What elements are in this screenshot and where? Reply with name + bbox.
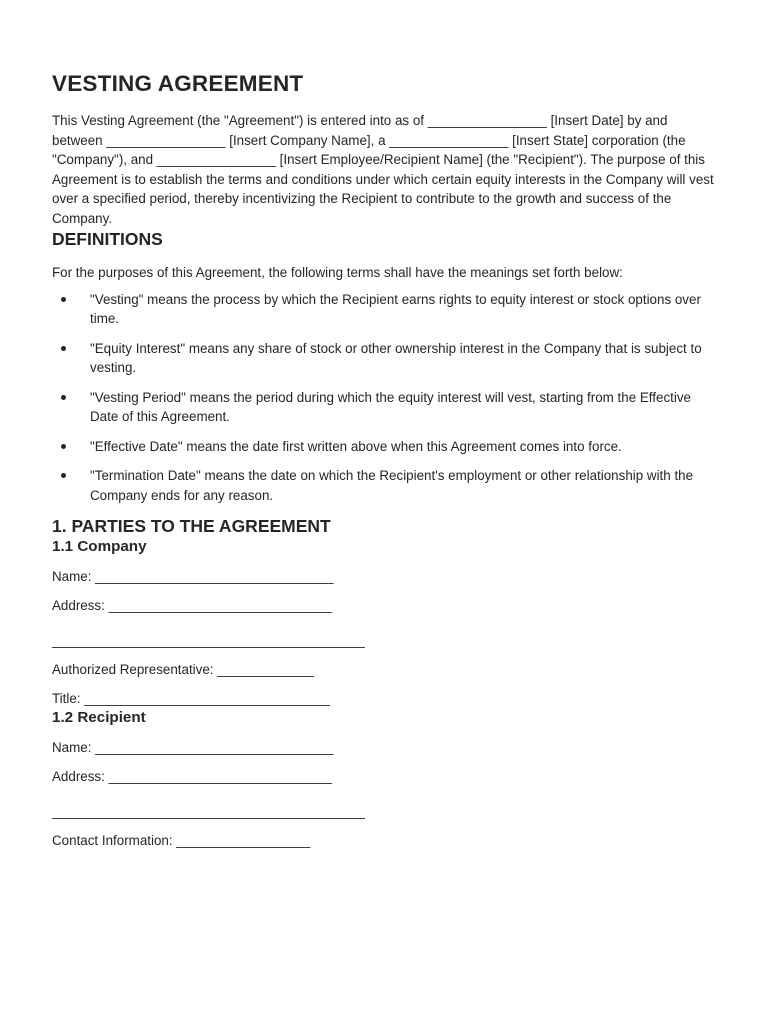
bullet-icon <box>61 346 66 351</box>
definition-text: "Vesting" means the process by which the Recipient earns rights to equity interest or stock options over time. <box>90 291 701 326</box>
list-item <box>52 339 720 378</box>
list-item <box>52 437 720 457</box>
definitions-intro: For the purposes of this Agreement, the following terms shall have the meanings set forth below: <box>52 265 623 280</box>
recipient-contact-field[interactable]: Contact Information: __________________ <box>52 833 311 848</box>
recipient-subheading: 1.2 Recipient <box>52 709 146 726</box>
definition-text: "Vesting Period" means the period during which the equity interest will vest, starting from the Effective Date of this Agreement. <box>90 389 691 424</box>
list-item <box>52 466 720 505</box>
parties-heading: 1. PARTIES TO THE AGREEMENT <box>52 516 331 536</box>
company-subheading: 1.1 Company <box>52 538 147 555</box>
definitions-heading: DEFINITIONS <box>52 229 163 249</box>
intro-paragraph: This Vesting Agreement (the "Agreement") is entered into as of ________________ [Insert Date] by and between ________________ [Insert Company Name], a ________________ [Insert State] corporation (the "Company"), and ________________ [Insert Employee/Recipient Name] (the "Recipient"). The purpose of this Agreement is to establish the terms and conditions under which certain equity interests in the Company will vest over a specified period, thereby incentivizing the Recipient to contribute to the growth and success of the Company. <box>52 113 714 226</box>
recipient-name-field[interactable]: Name: ________________________________ <box>52 740 334 755</box>
definition-text: "Equity Interest" means any share of stock or other ownership interest in the Company that is subject to vesting. <box>90 340 702 375</box>
bullet-icon <box>61 444 66 449</box>
company-name-field[interactable]: Name: ________________________________ <box>52 569 334 584</box>
bullet-icon <box>61 395 66 400</box>
definitions-list <box>52 290 722 506</box>
list-item <box>52 388 720 427</box>
recipient-address-field[interactable]: Address: ______________________________ <box>52 769 332 784</box>
bullet-icon <box>61 297 66 302</box>
list-item <box>52 290 720 329</box>
company-title-field[interactable]: Title: _________________________________ <box>52 691 330 706</box>
company-representative-field[interactable]: Authorized Representative: _____________ <box>52 662 315 677</box>
document-page <box>52 70 722 850</box>
company-address-field[interactable]: Address: ______________________________ <box>52 598 332 613</box>
company-address-continued-field[interactable]: __________________________________________ <box>52 633 365 648</box>
definition-text: "Termination Date" means the date on which the Recipient's employment or other relationship with the Company ends for any reason. <box>90 468 694 503</box>
definition-text: "Effective Date" means the date first written above when this Agreement comes into force. <box>90 438 622 454</box>
document-title: VESTING AGREEMENT <box>52 71 304 96</box>
recipient-address-continued-field[interactable]: __________________________________________ <box>52 804 365 819</box>
bullet-icon <box>61 473 66 478</box>
